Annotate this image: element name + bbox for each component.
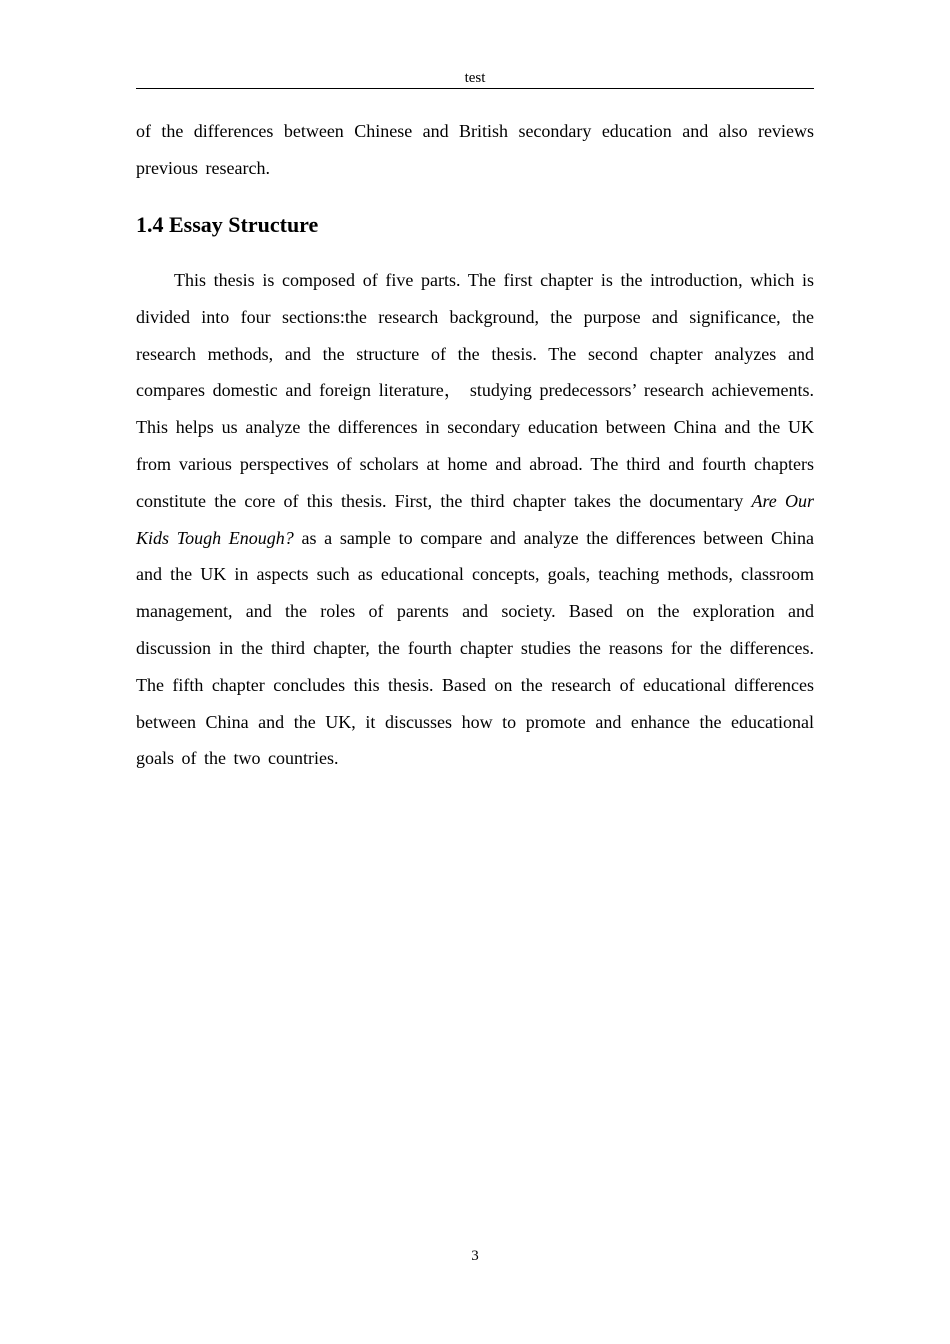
section-heading: 1.4 Essay Structure <box>136 212 319 237</box>
documentary-title: Are Our Kids Tough Enough? <box>136 490 814 548</box>
page-number: 3 <box>471 1248 479 1264</box>
continued-paragraph: of the differences between Chinese and British secondary education and also reviews previous research. <box>136 121 814 178</box>
page-header <box>136 68 814 89</box>
paragraph-text-part1: This thesis is composed of five parts. The first chapter is the introduction, which is divided into four sections:the research background, the purpose and significance, the research methods, and the structure of the thesis. The second chapter analyzes and compares domestic and foreign literature， studying predecessors’ research achievements. This helps us analyze the differences in secondary education between China and the UK from various perspectives of scholars at home and abroad. The third and fourth chapters constitute the core of this thesis. First, the third chapter takes the documentary <box>136 270 814 511</box>
essay-structure-paragraph <box>136 262 814 777</box>
paragraph-text-part2: as a sample to compare and analyze the differences between China and the UK in aspects such as educational concepts, goals, teaching methods, classroom management, and the roles of parents and society. Based on the exploration and discussion in the third chapter, the fourth chapter studies the reasons for the differences. The fifth chapter concludes this thesis. Based on the research of educational differences between China and the UK, it discusses how to promote and enhance the educational goals of the two countries. <box>136 527 814 769</box>
header-title: test <box>464 70 486 86</box>
